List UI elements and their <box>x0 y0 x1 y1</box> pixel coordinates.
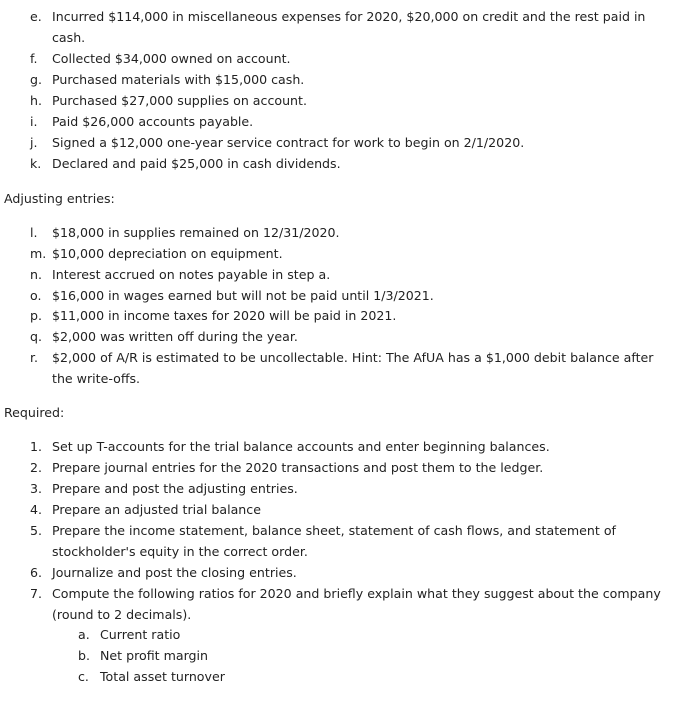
list-item-text: the write-offs. <box>52 371 141 386</box>
adjusting-entries-heading: Adjusting entries: <box>4 191 115 206</box>
list-marker: i. <box>30 114 38 129</box>
list-marker: h. <box>30 93 42 108</box>
list-item-text: $2,000 was written off during the year. <box>52 329 298 344</box>
list-item-text: Signed a $12,000 one-year service contract for work to begin on 2/1/2020. <box>52 135 525 150</box>
list-marker: p. <box>30 308 42 323</box>
list-marker: 7. <box>30 586 43 601</box>
list-item-text: Collected $34,000 owned on account. <box>52 51 291 66</box>
list-item-text: Paid $26,000 accounts payable. <box>52 114 254 129</box>
list-marker: g. <box>30 72 42 87</box>
list-marker: n. <box>30 267 42 282</box>
list-item-text: Journalize and post the closing entries. <box>52 565 297 580</box>
list-item-text: Prepare journal entries for the 2020 transactions and post them to the ledger. <box>52 460 544 475</box>
list-marker: 5. <box>30 523 43 538</box>
list-marker: c. <box>78 669 89 684</box>
list-item-text: Compute the following ratios for 2020 and briefly explain what they suggest about the company <box>52 586 661 601</box>
list-marker: e. <box>30 9 42 24</box>
list-item-text: $2,000 of A/R is estimated to be uncollectable. Hint: The AfUA has a $1,000 debit balance after <box>52 350 654 365</box>
list-marker: q. <box>30 329 42 344</box>
list-item-text: Purchased $27,000 supplies on account. <box>52 93 307 108</box>
list-item-text: stockholder's equity in the correct order. <box>52 544 308 559</box>
list-marker: j. <box>30 135 38 150</box>
list-marker: l. <box>30 225 38 240</box>
list-item-text: $10,000 depreciation on equipment. <box>52 246 283 261</box>
list-marker: 1. <box>30 439 43 454</box>
list-item-text: $11,000 in income taxes for 2020 will be paid in 2021. <box>52 308 397 323</box>
required-heading: Required: <box>4 405 65 420</box>
list-item-text: Total asset turnover <box>100 669 225 684</box>
list-marker: r. <box>30 350 39 365</box>
list-item-text: Prepare an adjusted trial balance <box>52 502 261 517</box>
list-item-text: Interest accrued on notes payable in step a. <box>52 267 331 282</box>
list-marker: a. <box>78 627 90 642</box>
list-marker: b. <box>78 648 90 663</box>
list-item-text: Declared and paid $25,000 in cash dividends. <box>52 156 341 171</box>
list-marker: m. <box>30 246 47 261</box>
list-item-text: Purchased materials with $15,000 cash. <box>52 72 305 87</box>
list-item-text: Incurred $114,000 in miscellaneous expenses for 2020, $20,000 on credit and the rest paid in <box>52 9 646 24</box>
list-marker: o. <box>30 288 42 303</box>
list-marker: 2. <box>30 460 43 475</box>
list-item-text: $18,000 in supplies remained on 12/31/2020. <box>52 225 340 240</box>
list-item-text: $16,000 in wages earned but will not be paid until 1/3/2021. <box>52 288 434 303</box>
list-marker: 6. <box>30 565 43 580</box>
list-marker: 4. <box>30 502 43 517</box>
list-marker: k. <box>30 156 42 171</box>
list-item-text: Prepare and post the adjusting entries. <box>52 481 298 496</box>
list-marker: f. <box>30 51 38 66</box>
list-marker: 3. <box>30 481 43 496</box>
list-item-text: Prepare the income statement, balance sheet, statement of cash flows, and statement of <box>52 523 616 538</box>
list-item-text: Current ratio <box>100 627 181 642</box>
list-item-text: (round to 2 decimals). <box>52 607 192 622</box>
list-item-text: cash. <box>52 30 86 45</box>
list-item-text: Net profit margin <box>100 648 208 663</box>
list-item-text: Set up T-accounts for the trial balance accounts and enter beginning balances. <box>52 439 550 454</box>
